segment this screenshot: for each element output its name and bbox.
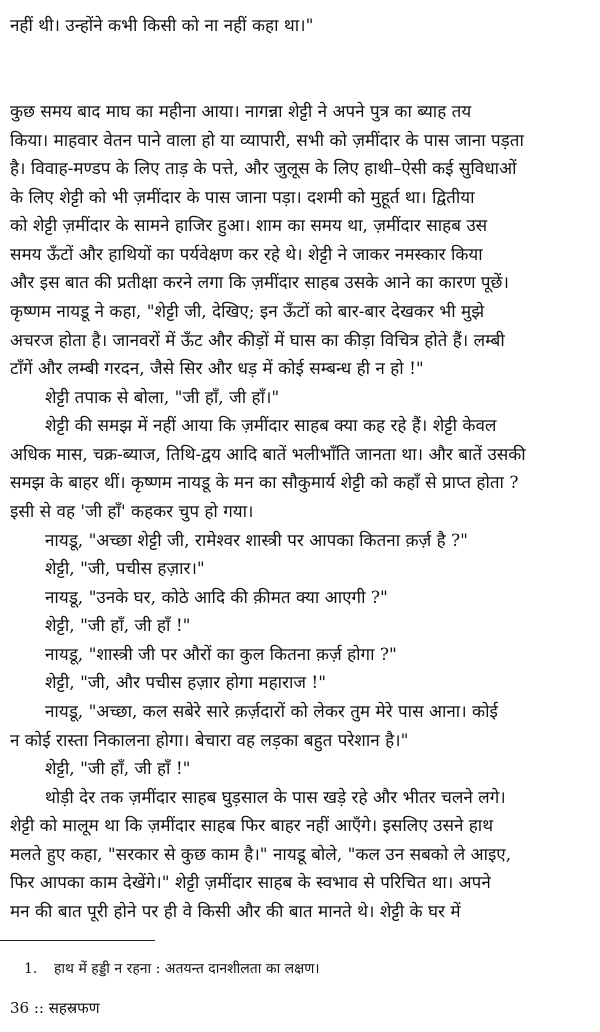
footnote-text: हाथ में हड्डी न रहना : अतयन्त दानशीलता का लक्षण। — [54, 961, 320, 977]
text-line: समझ के बाहर थीं। कृष्णम नायडू के मन का सौकुमार्य शेट्टी को कहाँ से प्राप्त होता ? — [10, 473, 519, 493]
text-line: नायडू, "उनके घर, कोठे आदि की क़ीमत क्या आएगी ?" — [45, 588, 388, 608]
footnote-number: 1. — [24, 961, 38, 977]
text-line: कृष्णम नायडू ने कहा, "शेट्टी जी, देखिए; इन ऊँटों को बार-बार देखकर भी मुझे — [10, 302, 485, 322]
text-line: शेट्टी की समझ में नहीं आया कि ज़मींदार साहब क्या कह रहे हैं। शेट्टी केवल — [45, 416, 497, 436]
text-line: इसी से वह 'जी हाँ' कहकर चुप हो गया। — [10, 502, 254, 522]
text-line: अधिक मास, चक्र-ब्याज, तिथि-द्वय आदि बातें भलीभाँति जानता था। और बातें उसकी — [10, 445, 526, 465]
text-line: को शेट्टी ज़मींदार के सामने हाजिर हुआ। शाम का समय था, ज़मींदार साहब उस — [10, 216, 488, 236]
text-line: किया। माहवार वेतन पाने वाला हो या व्यापारी, सभी को ज़मींदार के पास जाना पड़ता — [10, 131, 524, 151]
footnote — [0, 960, 320, 978]
text-line: न कोई रास्ता निकालना होगा। बेचारा वह लड़का बहुत परेशान है।" — [10, 731, 409, 751]
text-line: मन की बात पूरी होने पर ही वे किसी और की बात मानते थे। शेट्टी के घर में — [10, 902, 461, 922]
page-footer: 36 :: सहस्रफण — [10, 999, 100, 1017]
text-line: शेट्टी को मालूम था कि ज़मींदार साहब फिर बाहर नहीं आएँगे। इसलिए उसने हाथ — [10, 816, 494, 836]
text-line: अचरज होता है। जानवरों में ऊँट और कीड़ों में घास का कीड़ा विचित्र होते हैं। लम्बी — [10, 331, 505, 351]
text-line: नायडू, "अच्छा शेट्टी जी, रामेश्वर शास्त्री पर आपका कितना क़र्ज़ है ?" — [45, 531, 468, 551]
text-line: कुछ समय बाद माघ का महीना आया। नागन्ना शेट्टी ने अपने पुत्र का ब्याह तय — [10, 102, 472, 122]
text-line: शेट्टी तपाक से बोला, "जी हाँ, जी हाँ।" — [45, 388, 280, 408]
text-line: टाँगें और लम्बी गरदन, जैसे सिर और धड़ में कोई सम्बन्ध ही न हो !" — [10, 359, 424, 379]
text-line: शेट्टी, "जी, और पचीस हज़ार होगा महाराज !" — [45, 673, 327, 693]
text-line: शेट्टी, "जी हाँ, जी हाँ !" — [45, 616, 191, 636]
text-line: शेट्टी, "जी, पचीस हज़ार।" — [45, 559, 205, 579]
text-line: नायडू, "अच्छा, कल सबेरे सारे क़र्ज़दारों को लेकर तुम मेरे पास आना। कोई — [45, 702, 498, 722]
footnote-rule — [0, 940, 155, 941]
text-line: समय ऊँटों और हाथियों का पर्यवेक्षण कर रहे थे। शेट्टी ने जाकर नमस्कार किया — [10, 245, 483, 265]
text-line: है। विवाह-मण्डप के लिए ताड़ के पत्ते, और जुलूस के लिए हाथी–ऐसी कई सुविधाओं — [10, 159, 517, 179]
text-line: नहीं थी। उन्होंने कभी किसी को ना नहीं कहा था।" — [10, 16, 314, 36]
text-line: थोड़ी देर तक ज़मींदार साहब घुड़साल के पास खड़े रहे और भीतर चलने लगे। — [45, 788, 506, 808]
text-line: और इस बात की प्रतीक्षा करने लगा कि ज़मींदार साहब उसके आने का कारण पूछें। — [10, 273, 509, 293]
text-line: मलते हुए कहा, "सरकार से कुछ काम है।" नायडू बोले, "कल उन सबको ले आइए, — [10, 845, 512, 865]
text-line: शेट्टी, "जी हाँ, जी हाँ !" — [45, 759, 191, 779]
text-line: नायडू, "शास्त्री जी पर औरों का कुल कितना क़र्ज़ होगा ?" — [45, 645, 397, 665]
text-line: के लिए शेट्टी को भी ज़मींदार के पास जाना पड़ा। दशमी को मुहूर्त था। द्वितीया — [10, 188, 475, 208]
text-line: फिर आपका काम देखेंगे।" शेट्टी ज़मींदार साहब के स्वभाव से परिचित था। अपने — [10, 873, 491, 893]
